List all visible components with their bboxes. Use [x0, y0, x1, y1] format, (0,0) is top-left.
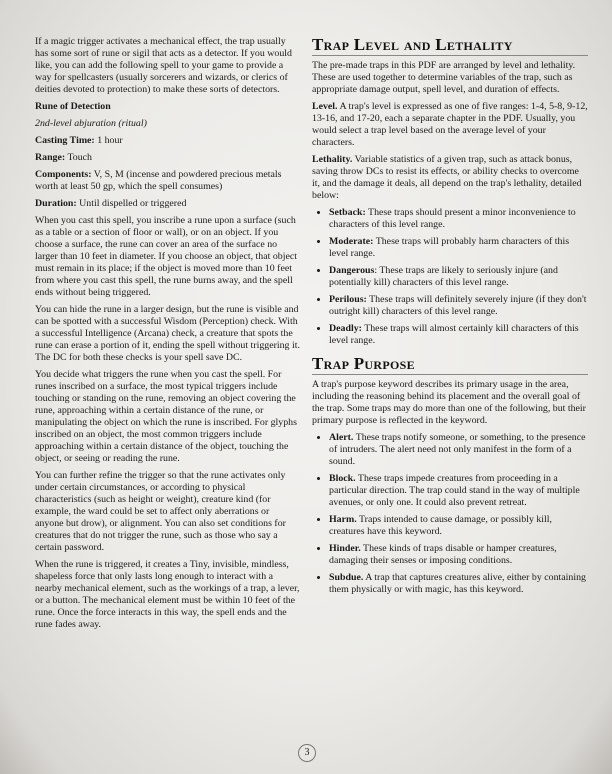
- item-label: Harm.: [329, 514, 357, 525]
- casting-time-label: Casting Time:: [35, 135, 95, 146]
- intro-paragraph: If a magic trigger activates a mechanical effect, the trap usually has some sort of rune or sigil that acts as a detector. If you would like, you can add the following spell to your game to provide a way for spellcasters (usually sorcerers and wizards, or clerics of deities devoted to protection) to make these sorts of detectors.: [35, 36, 292, 95]
- list-item: [329, 514, 588, 538]
- list-item: [329, 323, 588, 347]
- body-paragraph: You decide what triggers the rune when you cast the spell. For runes inscribed on a surface, the most typical triggers include touching or standing on the rune, removing an object covering the rune, approaching within a certain distance of the rune, or manipulating the object on which the rune is inscribed. For glyphs inscribed on an object, the most common triggers include approaching within a certain distance of the object, touching the object, or seeing or reading the rune.: [35, 369, 297, 464]
- item-label: Alert.: [329, 432, 354, 443]
- level-paragraph: [312, 101, 588, 149]
- components-label: Components:: [35, 169, 92, 180]
- lethality-paragraph: [312, 154, 588, 202]
- heading-trap-purpose: Trap Purpose: [312, 355, 588, 375]
- purpose-intro: A trap's purpose keyword describes its primary usage in the area, including the reasoning behind its placement and the overall goal of the trap. Some traps may do more than one of the following, but their primary purpose is reflected in the keyword.: [312, 379, 586, 426]
- item-text: : These traps are likely to seriously injure (and potentially kill) characters of this level range.: [329, 265, 558, 288]
- list-item: [329, 236, 588, 260]
- body-paragraph: You can hide the rune in a larger design, but the rune is visible and can be spotted with a successful Wisdom (Perception) check. With a successful Intelligence (Arcana) check, a creature that spots the rune can erase a portion of it, ending the spell without triggering it. The DC for both these checks is your spell save DC.: [35, 304, 300, 363]
- list-item: [329, 543, 588, 567]
- purpose-list: [312, 432, 588, 596]
- range-value: Touch: [65, 152, 92, 163]
- lethality-label: Lethality.: [312, 154, 353, 165]
- list-item: [329, 473, 588, 509]
- lethality-text: Variable statistics of a given trap, such as attack bonus, saving throw DCs to resist its effects, or ability checks to overcome it, and the damage it deals, all depend on the trap's lethality, detailed below:: [312, 154, 582, 201]
- casting-time: [35, 135, 300, 147]
- duration-label: Duration:: [35, 198, 77, 209]
- item-label: Hinder.: [329, 543, 361, 554]
- list-item: [329, 432, 588, 468]
- item-label: Block.: [329, 473, 356, 484]
- body-paragraph: When the rune is triggered, it creates a Tiny, invisible, mindless, shapeless force that only lasts long enough to interact with a nearby mechanical element, such as the workings of a trap, a lever, or a button. The mechanical element must be within 10 feet of the rune. Once the force interacts in this way, the spell ends and the rune fades away.: [35, 559, 300, 630]
- item-label: Deadly:: [329, 323, 362, 334]
- heading-trap-level-lethality: Trap Level and Lethality: [312, 36, 588, 56]
- right-column: [312, 36, 588, 601]
- duration-value: Until dispelled or triggered: [76, 198, 187, 209]
- range: [35, 152, 300, 164]
- page-number: 3: [298, 744, 316, 762]
- spell-name: [35, 101, 300, 113]
- level-label: Level.: [312, 101, 338, 112]
- list-item: [329, 294, 588, 318]
- left-column: [35, 36, 300, 636]
- lethality-intro: The pre-made traps in this PDF are arranged by level and lethality. These are used together to determine variables of the trap, such as appropriate damage output, spell level, and duration of effects.: [312, 60, 576, 95]
- lethality-list: [312, 207, 588, 347]
- body-paragraph: When you cast this spell, you inscribe a rune upon a surface (such as a table or a section of floor or wall), or on an object. If you choose a surface, the rune can cover an area of the surface no larger than 10 feet in diameter. If you choose an object, that object must remain in its place; if the object is moved more than 10 feet from where you cast this spell, the rune burns away, and the spell ends without being triggered.: [35, 215, 297, 298]
- duration: [35, 198, 300, 210]
- body-paragraph: You can further refine the trigger so that the rune activates only under certain circumstances, or according to physical characteristics (such as height or weight), creature kind (for example, the ward could be set to affect only aberrations or anyone but drow), or alignment. You can also set conditions for creatures that do not trigger the rune, such as those who say a certain password.: [35, 470, 286, 553]
- casting-time-value: 1 hour: [94, 135, 123, 146]
- item-text: These traps will almost certainly kill characters of this level range.: [329, 323, 579, 346]
- item-text: These traps will probably harm characters of this level range.: [329, 236, 570, 259]
- list-item: [329, 265, 588, 289]
- item-text: These kinds of traps disable or hamper creatures, damaging their senses or imposing conditions.: [329, 543, 557, 566]
- item-label: Dangerous: [329, 265, 375, 276]
- range-label: Range:: [35, 152, 66, 163]
- item-label: Setback:: [329, 207, 366, 218]
- item-text: A trap that captures creatures alive, either by containing them physically or with magic, has this keyword.: [329, 572, 586, 595]
- spell-name-text: Rune of Detection: [35, 101, 111, 112]
- level-text: A trap's level is expressed as one of five ranges: 1-4, 5-8, 9-12, 13-16, and 17-20, each a separate chapter in the PDF. Usually, you would select a trap level based on the average level of your characters.: [312, 101, 588, 148]
- item-text: These traps will definitely severely injure (if they don't outright kill) characters of this level range.: [329, 294, 587, 317]
- item-text: These traps impede creatures from proceeding in a particular direction. The trap could stand in the way of multiple avenues, or only one. It could also prevent retreat.: [329, 473, 580, 508]
- item-text: These traps should present a minor inconvenience to characters of this level range.: [329, 207, 576, 230]
- spell-school: 2nd-level abjuration (ritual): [35, 118, 147, 129]
- components-value: V, S, M (incense and powdered precious metals worth at least 50 gp, which the spell consumes): [35, 169, 282, 192]
- list-item: [329, 207, 588, 231]
- item-text: Traps intended to cause damage, or possibly kill, creatures have this keyword.: [329, 514, 552, 537]
- list-item: [329, 572, 588, 596]
- item-label: Perilous:: [329, 294, 367, 305]
- item-text: These traps notify someone, or something, to the presence of intruders. The alert need not only manifest in the form of a sound.: [329, 432, 586, 467]
- item-label: Moderate:: [329, 236, 374, 247]
- components: [35, 169, 300, 193]
- item-label: Subdue.: [329, 572, 364, 583]
